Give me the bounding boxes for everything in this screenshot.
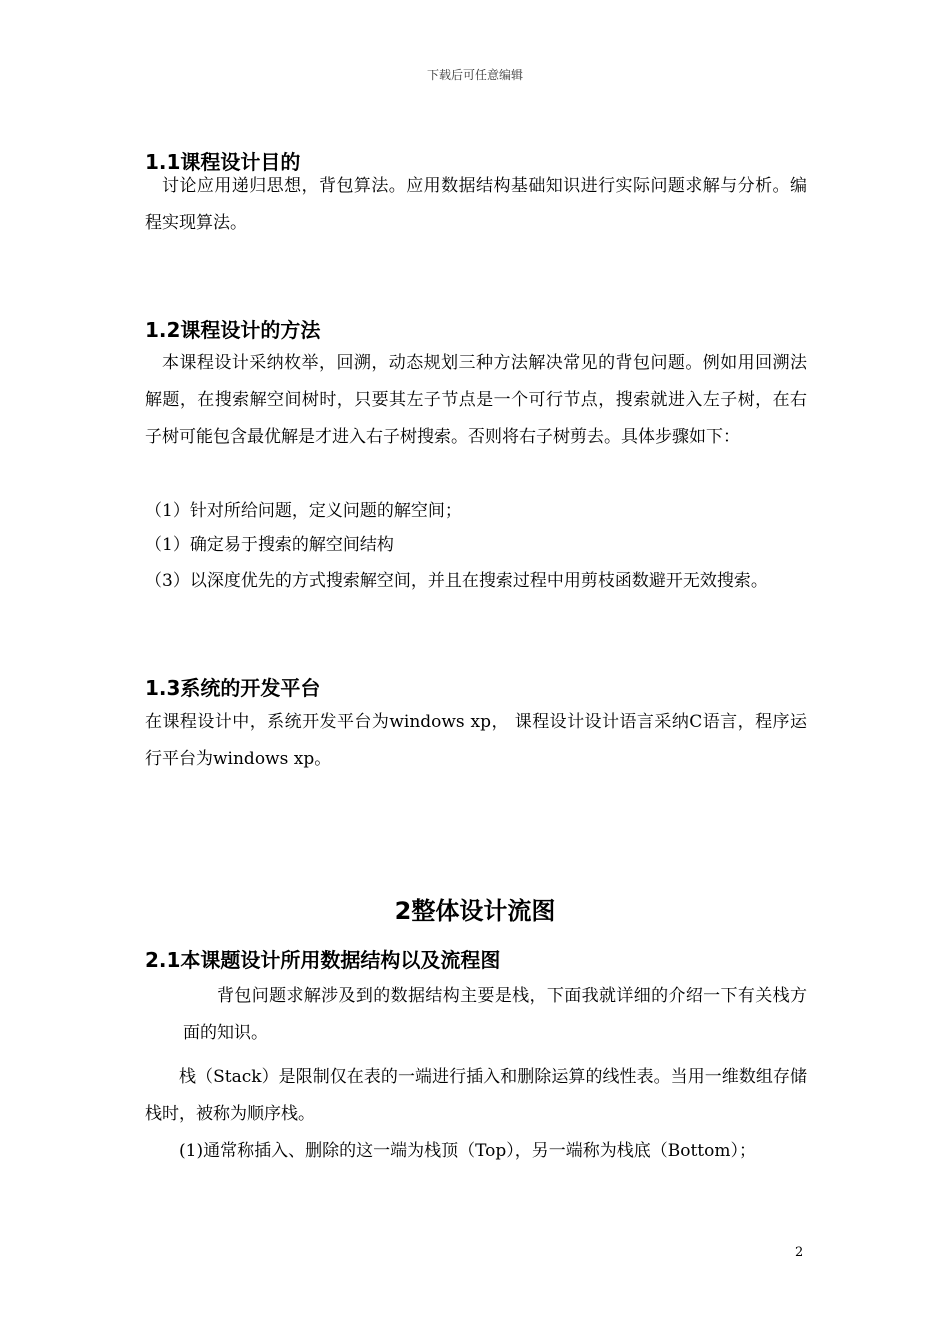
section-1-2-heading: 1.2课程设计的方法 xyxy=(145,318,321,342)
section-2-1-paragraph: 背包问题求解涉及到的数据结构主要是栈，下面我就详细的介绍一下有关栈方面的知识。 xyxy=(183,986,807,1043)
page-header: 下载后可任意编辑 xyxy=(426,68,523,82)
section-1-3-body: 在课程设计中，系统开发平台为windows xp， 课程设计设计语言采纳C语言，程序运行平台为windows xp。 xyxy=(145,712,807,769)
stack-definition-paragraph: 栈（Stack）是限制仅在表的一端进行插入和删除运算的线性表。当用一维数组存储栈时，被称为顺序栈。 xyxy=(145,1067,807,1124)
section-1-1-body: 讨论应用递归思想，背包算法。应用数据结构基础知识进行实际问题求解与分析。编程实现算法。 xyxy=(145,176,807,233)
step-item: （1）确定易于搜索的解空间结构 xyxy=(145,535,394,555)
section-1-2-body: 本课程设计采纳枚举，回溯，动态规划三种方法解决常见的背包问题。例如用回溯法解题，在搜索解空间树时，只要其左子节点是一个可行节点，搜索就进入左子树，在右子树可能包含最优解是才进入右子树搜索。否则将右子树剪去。具体步骤如下： xyxy=(145,353,807,447)
step-item: （1）针对所给问题，定义问题的解空间； xyxy=(145,501,462,521)
step-item: （3）以深度优先的方式搜索解空间，并且在搜索过程中用剪枝函数避开无效搜索。 xyxy=(145,571,768,591)
section-2-1-heading: 2.1本课题设计所用数据结构以及流程图 xyxy=(145,948,501,972)
section-1-3-heading: 1.3系统的开发平台 xyxy=(145,676,321,700)
chapter-2-title: 2整体设计流图 xyxy=(394,897,556,925)
section-1-1-heading: 1.1课程设计目的 xyxy=(145,150,301,174)
page-number: 2 xyxy=(795,1245,804,1260)
stack-top-bottom-paragraph: (1)通常称插入、删除的这一端为栈顶（Top），另一端称为栈底（Bottom）； xyxy=(179,1141,756,1161)
